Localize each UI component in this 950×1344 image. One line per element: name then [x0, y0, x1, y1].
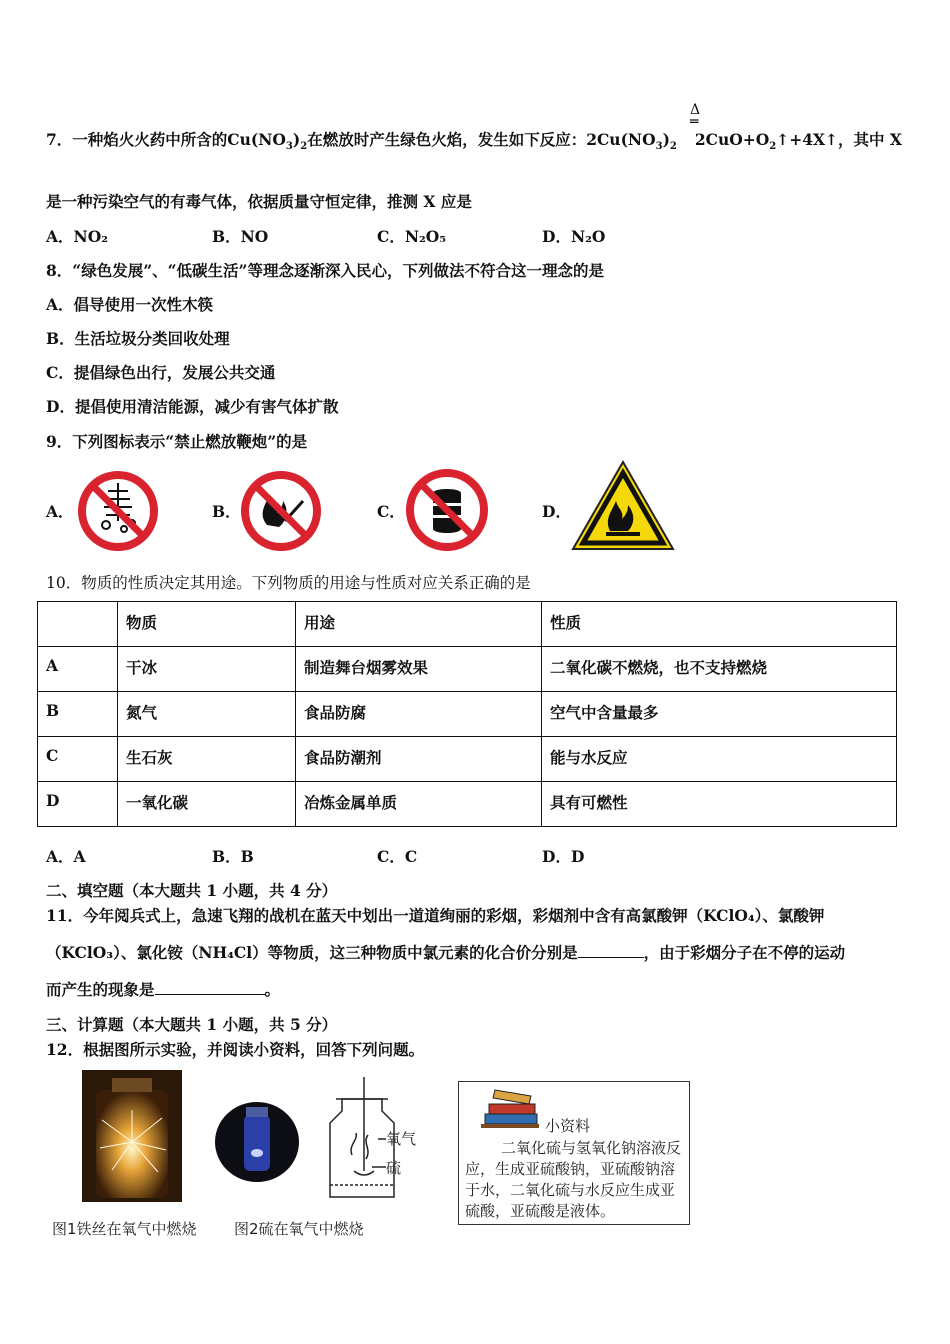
table-cell: 二氧化碳不燃烧，也不支持燃烧: [542, 647, 897, 692]
table-cell: C: [38, 737, 118, 782]
table-cell: 一氧化碳: [118, 782, 296, 827]
flammable-warning-icon[interactable]: [570, 459, 676, 553]
q7-line2: 是一种污染空气的有毒气体，依据质量守恒定律，推测 X 应是: [46, 192, 472, 211]
books-icon: [479, 1086, 543, 1130]
table-cell: 具有可燃性: [542, 782, 897, 827]
label-sulfur: 硫: [386, 1159, 402, 1177]
q10-option-d[interactable]: D．D: [542, 847, 585, 866]
q9-option-d[interactable]: D．: [542, 502, 571, 521]
table-header-cell: 用途: [296, 602, 542, 647]
table-cell: 食品防潮剂: [296, 737, 542, 782]
q9-option-c[interactable]: C．: [377, 502, 405, 521]
table-cell: 食品防腐: [296, 692, 542, 737]
table-header-row: [38, 602, 897, 647]
table-cell: 干冰: [118, 647, 296, 692]
sulfur-burning-photo: [214, 1101, 300, 1183]
label-oxygen: 氧气: [386, 1130, 417, 1148]
q9-stem: 9．下列图标表示“禁止燃放鞭炮”的是: [46, 432, 308, 451]
table-cell: 空气中含量最多: [542, 692, 897, 737]
table-row: [38, 782, 897, 827]
section-heading: 二、填空题（本大题共 1 小题，共 4 分）: [46, 881, 338, 900]
section-heading: 三、计算题（本大题共 1 小题，共 5 分）: [46, 1015, 338, 1034]
q9-option-b[interactable]: B．: [212, 502, 241, 521]
q8-stem: 8．“绿色发展”、“低碳生活”等理念逐渐深入民心，下列做法不符合这一理念的是: [46, 261, 604, 280]
q11-line3: 而产生的现象是 。: [46, 980, 281, 999]
q11-line2: （KClO₃）、氯化铵（NH₄Cl）等物质，这三种物质中氯元素的化合价分别是 ，由于彩烟分子在不停的运动: [46, 943, 846, 962]
table-cell: A: [38, 647, 118, 692]
table-cell: 冶炼金属单质: [296, 782, 542, 827]
table-cell: B: [38, 692, 118, 737]
table-row: [38, 647, 897, 692]
table-cell: 生石灰: [118, 737, 296, 782]
q11-line1: 11．今年阅兵式上，急速飞翔的战机在蓝天中划出一道道绚丽的彩烟，彩烟剂中含有高氯酸钾（KClO₄）、氯酸钾: [46, 906, 825, 925]
q7-option-d[interactable]: D．N₂O: [542, 227, 606, 246]
q10-stem: 10．物质的性质决定其用途。下列物质的用途与性质对应关系正确的是: [46, 574, 531, 592]
info-box: [458, 1081, 690, 1225]
table-row: [38, 737, 897, 782]
fig1-caption: 图1铁丝在氧气中燃烧: [52, 1220, 197, 1238]
q8-option-c[interactable]: C．提倡绿色出行，发展公共交通: [46, 363, 276, 382]
q7-option-a[interactable]: A．NO₂: [46, 227, 108, 246]
q8-option-a[interactable]: A．倡导使用一次性木筷: [46, 295, 214, 314]
table-row: [38, 692, 897, 737]
table-header-cell: [38, 602, 118, 647]
q11-blank-valence[interactable]: [578, 943, 644, 958]
table-cell: 制造舞台烟雾效果: [296, 647, 542, 692]
info-title: 小资料: [545, 1117, 591, 1135]
info-body: 二氧化硫与氢氧化钠溶液反应，生成亚硫酸钠，亚硫酸钠溶于水，二氧化硫与水反应生成亚硫酸，亚硫酸是液体。: [465, 1139, 682, 1220]
table-cell: 能与水反应: [542, 737, 897, 782]
q10-option-a[interactable]: A．A: [46, 847, 86, 866]
table-cell: D: [38, 782, 118, 827]
no-firecracker-icon[interactable]: [76, 469, 160, 553]
fig2-caption: 图2硫在氧气中燃烧: [234, 1220, 364, 1238]
q7-option-b[interactable]: B．NO: [212, 227, 269, 246]
q9-option-a[interactable]: A．: [46, 502, 74, 521]
q10-table: [37, 601, 897, 827]
no-barrel-icon[interactable]: [404, 467, 490, 553]
q10-option-c[interactable]: C．C: [377, 847, 418, 866]
q8-option-b[interactable]: B．生活垃圾分类回收处理: [46, 329, 230, 348]
no-fire-icon[interactable]: [239, 469, 323, 553]
table-cell: 氮气: [118, 692, 296, 737]
iron-wire-burning-photo: [82, 1070, 182, 1202]
q10-option-b[interactable]: B．B: [212, 847, 254, 866]
table-header-cell: 性质: [542, 602, 897, 647]
table-header-cell: 物质: [118, 602, 296, 647]
reaction-delta-sign: Δ ═: [690, 102, 701, 130]
q7-line1: 7．一种焰火火药中所含的$Cu(NO_3)_2$在燃放时产生绿色火焰，发生如下反应：$2Cu(NO_3)_2$ $2CuO+O_2↑+4X↑$，其中 X: [46, 130, 902, 153]
q8-option-d[interactable]: D．提倡使用清洁能源，减少有害气体扩散: [46, 397, 339, 416]
q7-option-c[interactable]: C．N₂O₅: [377, 227, 447, 246]
q11-blank-phenomenon[interactable]: [155, 980, 265, 995]
q12-stem: 12．根据图所示实验，并阅读小资料，回答下列问题。: [46, 1040, 425, 1059]
